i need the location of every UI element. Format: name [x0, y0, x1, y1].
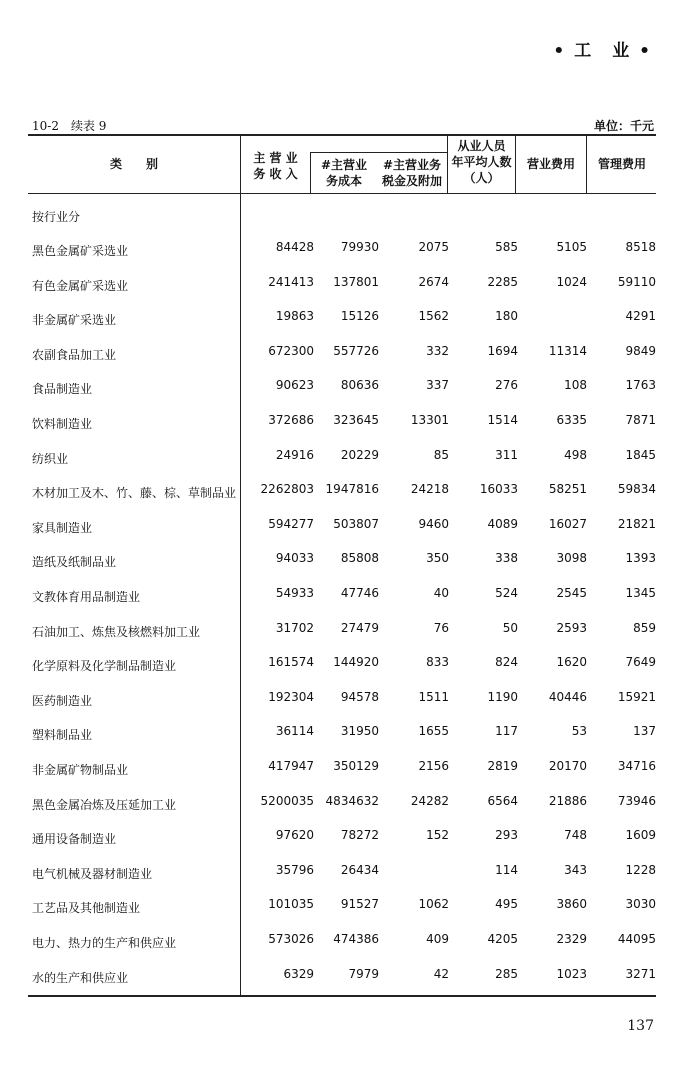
cell-selling-expense: 343 — [564, 863, 587, 877]
cell-main-cost: 144920 — [333, 655, 379, 669]
cell-main-revenue: 101035 — [268, 897, 314, 911]
cell-selling-expense: 6335 — [556, 413, 587, 427]
cell-main-tax: 1655 — [418, 724, 449, 738]
cell-main-revenue: 417947 — [268, 759, 314, 773]
cell-employees: 293 — [495, 828, 518, 842]
cell-main-tax: 337 — [426, 378, 449, 392]
sub-header-rule — [310, 152, 447, 153]
cell-employees: 524 — [495, 586, 518, 600]
cell-selling-expense: 748 — [564, 828, 587, 842]
cell-main-tax: 13301 — [410, 413, 449, 427]
cell-employees: 585 — [495, 240, 518, 254]
cell-employees: 180 — [495, 309, 518, 323]
cell-main-cost: 1947816 — [325, 482, 379, 496]
cell-main-revenue: 372686 — [268, 413, 314, 427]
section-label: 按行业分 — [32, 210, 81, 224]
col-header-main-cost: #主营业 务成本 — [320, 158, 368, 188]
cell-admin-expense: 21821 — [617, 517, 656, 531]
cell-employees: 1694 — [487, 344, 518, 358]
cell-main-cost: 503807 — [333, 517, 379, 531]
cell-admin-expense: 9849 — [625, 344, 656, 358]
cell-main-tax: 1511 — [418, 690, 449, 704]
cell-employees: 285 — [495, 967, 518, 981]
cell-main-cost: 47746 — [340, 586, 379, 600]
header-bottom-rule — [28, 193, 656, 194]
cell-selling-expense: 21886 — [548, 794, 587, 808]
row-label: 食品制造业 — [32, 382, 93, 396]
cell-employees: 16033 — [479, 482, 518, 496]
cell-main-tax: 24282 — [410, 794, 449, 808]
cell-main-tax: 332 — [426, 344, 449, 358]
cell-employees: 495 — [495, 897, 518, 911]
cell-main-revenue: 35796 — [275, 863, 314, 877]
cell-employees: 1514 — [487, 413, 518, 427]
cell-main-cost: 94578 — [340, 690, 379, 704]
cell-selling-expense: 498 — [564, 448, 587, 462]
cell-admin-expense: 1845 — [625, 448, 656, 462]
cell-employees: 338 — [495, 551, 518, 565]
cell-main-cost: 350129 — [333, 759, 379, 773]
col-header-category: 类 别 — [109, 157, 158, 171]
cell-main-revenue: 31702 — [275, 621, 314, 635]
table-id: 10-2 续表 9 — [32, 119, 107, 133]
cell-main-revenue: 5200035 — [260, 794, 314, 808]
cell-employees: 114 — [495, 863, 518, 877]
cell-main-cost: 31950 — [340, 724, 379, 738]
cell-admin-expense: 137 — [633, 724, 656, 738]
row-label: 石油加工、炼焦及核燃料加工业 — [32, 625, 201, 639]
row-label: 电气机械及器材制造业 — [32, 867, 153, 881]
row-label: 化学原料及化学制品制造业 — [32, 659, 177, 673]
cell-main-revenue: 36114 — [275, 724, 314, 738]
row-label: 纺织业 — [32, 452, 69, 466]
cell-main-cost: 474386 — [333, 932, 379, 946]
cell-main-tax: 2075 — [418, 240, 449, 254]
cell-admin-expense: 59834 — [617, 482, 656, 496]
cell-admin-expense: 73946 — [617, 794, 656, 808]
cell-main-cost: 78272 — [340, 828, 379, 842]
row-label: 医药制造业 — [32, 694, 93, 708]
cell-main-cost: 79930 — [340, 240, 379, 254]
cell-main-revenue: 24916 — [275, 448, 314, 462]
cell-admin-expense: 59110 — [617, 275, 656, 289]
cell-main-tax: 9460 — [418, 517, 449, 531]
cell-main-cost: 80636 — [340, 378, 379, 392]
row-label: 黑色金属冶炼及压延加工业 — [32, 798, 177, 812]
cell-selling-expense: 5105 — [556, 240, 587, 254]
page-number: 137 — [627, 1018, 654, 1034]
bottom-rule — [28, 995, 656, 997]
cell-main-cost: 4834632 — [325, 794, 379, 808]
cell-main-revenue: 19863 — [275, 309, 314, 323]
cell-employees: 117 — [495, 724, 518, 738]
col-header-main-revenue: 主 营 业 务 收 入 — [253, 151, 298, 181]
cell-main-cost: 85808 — [340, 551, 379, 565]
cell-main-revenue: 594277 — [268, 517, 314, 531]
cell-selling-expense: 108 — [564, 378, 587, 392]
col-header-admin-expense: 管理费用 — [597, 157, 646, 171]
cell-selling-expense: 20170 — [548, 759, 587, 773]
cell-admin-expense: 1345 — [625, 586, 656, 600]
cell-selling-expense: 1023 — [556, 967, 587, 981]
cell-main-cost: 15126 — [340, 309, 379, 323]
row-label: 家具制造业 — [32, 521, 93, 535]
cell-admin-expense: 3030 — [625, 897, 656, 911]
cell-selling-expense: 2545 — [556, 586, 587, 600]
cell-main-revenue: 241413 — [268, 275, 314, 289]
cell-employees: 6564 — [487, 794, 518, 808]
cell-admin-expense: 1393 — [625, 551, 656, 565]
row-label: 黑色金属矿采选业 — [32, 244, 129, 258]
cell-main-tax: 350 — [426, 551, 449, 565]
cell-admin-expense: 8518 — [625, 240, 656, 254]
row-label: 非金属矿采选业 — [32, 313, 117, 327]
row-label: 塑料制品业 — [32, 728, 93, 742]
cell-employees: 4089 — [487, 517, 518, 531]
running-header: • 工 业 • — [553, 41, 652, 61]
cell-selling-expense: 11314 — [548, 344, 587, 358]
cell-employees: 824 — [495, 655, 518, 669]
cell-selling-expense: 1024 — [556, 275, 587, 289]
cell-selling-expense: 2329 — [556, 932, 587, 946]
row-label: 工艺品及其他制造业 — [32, 901, 141, 915]
cell-main-tax: 409 — [426, 932, 449, 946]
cell-employees: 276 — [495, 378, 518, 392]
cell-employees: 2819 — [487, 759, 518, 773]
cell-main-tax: 24218 — [410, 482, 449, 496]
cell-admin-expense: 7649 — [625, 655, 656, 669]
cell-admin-expense: 1763 — [625, 378, 656, 392]
row-label: 水的生产和供应业 — [32, 971, 129, 985]
row-label: 电力、热力的生产和供应业 — [32, 936, 177, 950]
cell-employees: 2285 — [487, 275, 518, 289]
cell-main-tax: 85 — [433, 448, 449, 462]
cell-main-cost: 557726 — [333, 344, 379, 358]
cell-main-revenue: 672300 — [268, 344, 314, 358]
cell-admin-expense: 3271 — [625, 967, 656, 981]
cell-employees: 311 — [495, 448, 518, 462]
col-header-main-tax: #主营业务 税金及附加 — [381, 158, 442, 188]
row-label: 木材加工及木、竹、藤、棕、草制品业 — [32, 486, 237, 500]
cell-selling-expense: 1620 — [556, 655, 587, 669]
cell-main-revenue: 94033 — [275, 551, 314, 565]
cell-main-revenue: 6329 — [283, 967, 314, 981]
cell-main-cost: 323645 — [333, 413, 379, 427]
row-label: 通用设备制造业 — [32, 832, 117, 846]
cell-main-tax: 1062 — [418, 897, 449, 911]
cell-selling-expense: 58251 — [548, 482, 587, 496]
cell-selling-expense: 2593 — [556, 621, 587, 635]
cell-main-cost: 26434 — [340, 863, 379, 877]
cell-main-tax: 2674 — [418, 275, 449, 289]
cell-main-tax: 152 — [426, 828, 449, 842]
unit-label: 单位：千元 — [593, 119, 654, 133]
cell-main-revenue: 2262803 — [260, 482, 314, 496]
row-label: 非金属矿物制品业 — [32, 763, 129, 777]
cell-selling-expense: 3860 — [556, 897, 587, 911]
row-label: 文教体育用品制造业 — [32, 590, 141, 604]
row-label: 农副食品加工业 — [32, 348, 117, 362]
cell-main-cost: 91527 — [340, 897, 379, 911]
cell-main-revenue: 54933 — [275, 586, 314, 600]
cell-main-tax: 1562 — [418, 309, 449, 323]
cell-main-cost: 27479 — [340, 621, 379, 635]
col-header-employees: 从业人员 年平均人数 （人） — [451, 139, 512, 185]
row-label: 造纸及纸制品业 — [32, 555, 117, 569]
row-label: 有色金属矿采选业 — [32, 279, 129, 293]
col-header-selling-expense: 营业费用 — [526, 157, 575, 171]
cell-admin-expense: 44095 — [617, 932, 656, 946]
cell-admin-expense: 859 — [633, 621, 656, 635]
cell-main-tax: 2156 — [418, 759, 449, 773]
cell-main-cost: 137801 — [333, 275, 379, 289]
cell-main-cost: 7979 — [348, 967, 379, 981]
cell-employees: 50 — [502, 621, 518, 635]
cell-main-revenue: 97620 — [275, 828, 314, 842]
cell-main-tax: 40 — [433, 586, 449, 600]
cell-main-revenue: 90623 — [275, 378, 314, 392]
cell-admin-expense: 1228 — [625, 863, 656, 877]
cell-admin-expense: 1609 — [625, 828, 656, 842]
cell-main-tax: 76 — [433, 621, 449, 635]
cell-employees: 1190 — [487, 690, 518, 704]
cell-admin-expense: 7871 — [625, 413, 656, 427]
cell-main-tax: 42 — [433, 967, 449, 981]
cell-selling-expense: 3098 — [556, 551, 587, 565]
cell-main-revenue: 573026 — [268, 932, 314, 946]
cell-admin-expense: 4291 — [625, 309, 656, 323]
cell-main-cost: 20229 — [340, 448, 379, 462]
cell-main-tax: 833 — [426, 655, 449, 669]
category-divider — [240, 134, 241, 995]
cell-main-revenue: 192304 — [268, 690, 314, 704]
top-rule — [28, 134, 656, 136]
cell-admin-expense: 15921 — [617, 690, 656, 704]
cell-selling-expense: 40446 — [548, 690, 587, 704]
cell-main-revenue: 161574 — [268, 655, 314, 669]
cell-main-revenue: 84428 — [275, 240, 314, 254]
cell-selling-expense: 53 — [571, 724, 587, 738]
cell-employees: 4205 — [487, 932, 518, 946]
cell-admin-expense: 34716 — [617, 759, 656, 773]
row-label: 饮料制造业 — [32, 417, 93, 431]
cell-selling-expense: 16027 — [548, 517, 587, 531]
